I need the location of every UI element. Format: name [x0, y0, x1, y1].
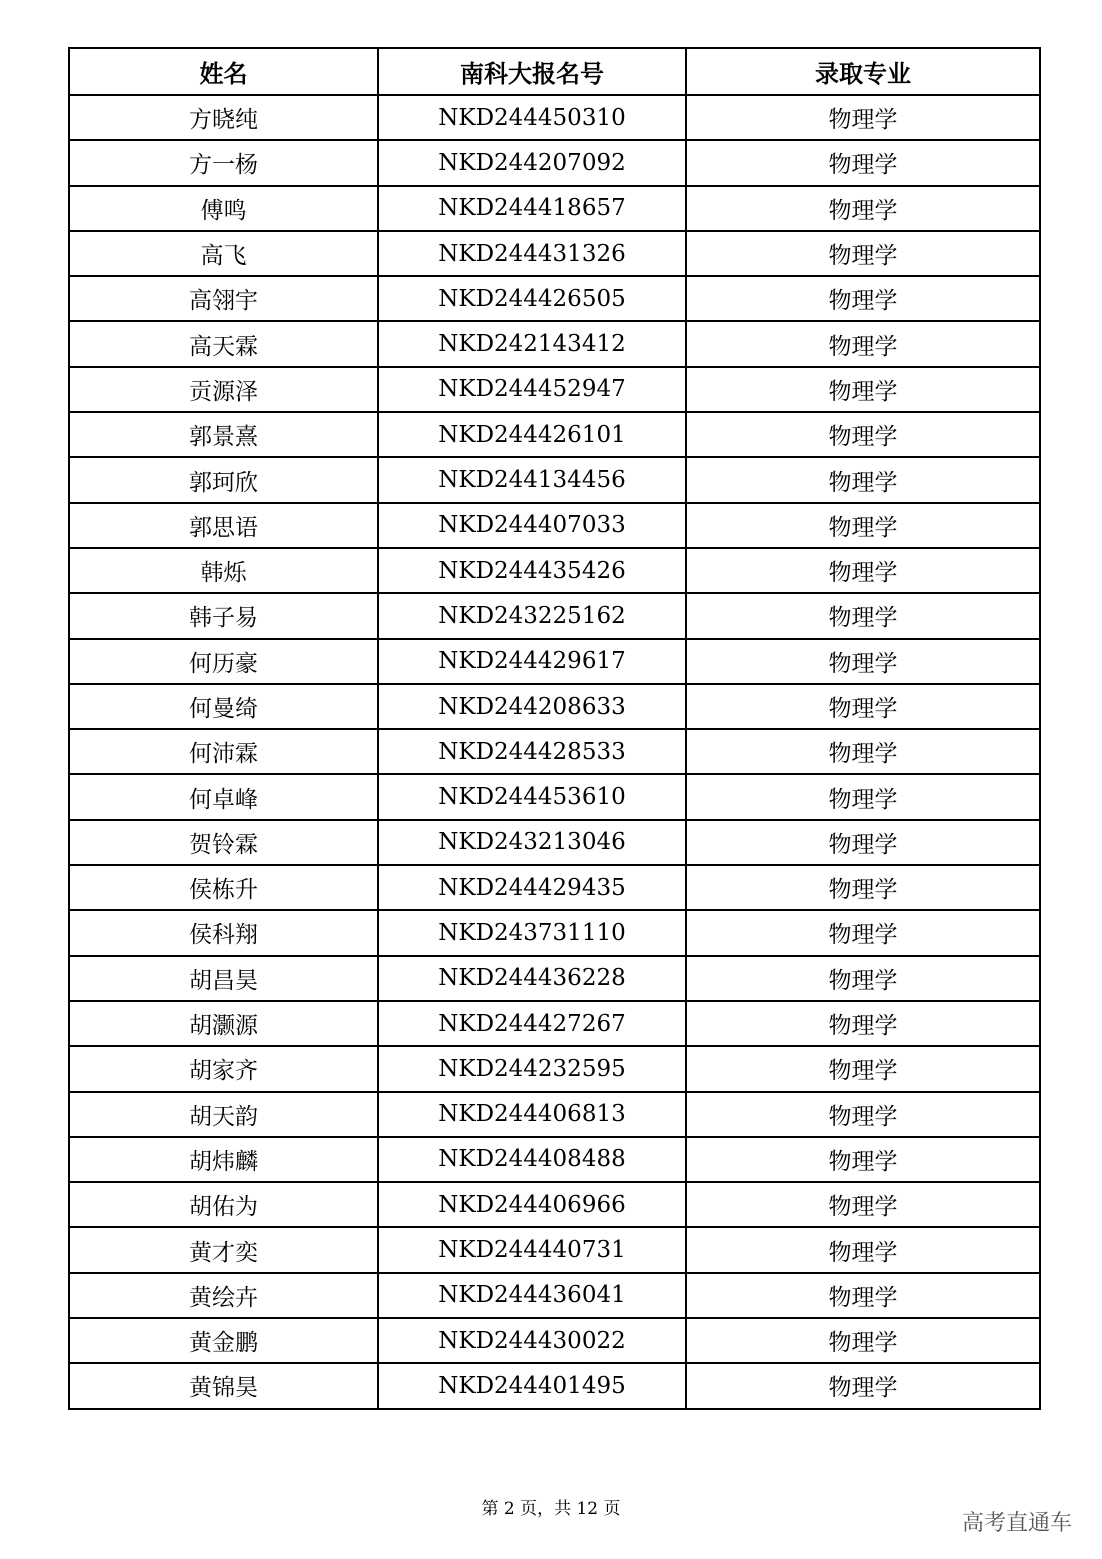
table-row	[69, 1363, 1040, 1408]
cell-registration-number: NKD244436228	[378, 956, 686, 1001]
cell-major: 物理学	[686, 593, 1040, 638]
cell-name: 胡炜麟	[69, 1137, 378, 1182]
cell-major: 物理学	[686, 910, 1040, 955]
cell-major: 物理学	[686, 774, 1040, 819]
table-row	[69, 1182, 1040, 1227]
cell-registration-number: NKD244429617	[378, 639, 686, 684]
table-row	[69, 412, 1040, 457]
table-row	[69, 503, 1040, 548]
cell-major: 物理学	[686, 639, 1040, 684]
page-footer: 第 2 页，共 12 页	[481, 1499, 621, 1519]
table-row	[69, 548, 1040, 593]
cell-major: 物理学	[686, 548, 1040, 593]
cell-name: 黄才奕	[69, 1227, 378, 1272]
table-row	[69, 1092, 1040, 1137]
cell-registration-number: NKD244431326	[378, 231, 686, 276]
cell-major: 物理学	[686, 457, 1040, 502]
table-row	[69, 1001, 1040, 1046]
cell-registration-number: NKD244435426	[378, 548, 686, 593]
cell-registration-number: NKD244430022	[378, 1318, 686, 1363]
cell-name: 郭思语	[69, 503, 378, 548]
cell-major: 物理学	[686, 1318, 1040, 1363]
cell-registration-number: NKD244427267	[378, 1001, 686, 1046]
cell-registration-number: NKD244440731	[378, 1227, 686, 1272]
cell-registration-number: NKD242143412	[378, 321, 686, 366]
cell-major: 物理学	[686, 231, 1040, 276]
cell-name: 何沛霖	[69, 729, 378, 774]
table-row	[69, 639, 1040, 684]
header-registration-number: 南科大报名号	[378, 48, 686, 95]
cell-name: 高飞	[69, 231, 378, 276]
cell-major: 物理学	[686, 186, 1040, 231]
table-row	[69, 231, 1040, 276]
cell-name: 高天霖	[69, 321, 378, 366]
table-row	[69, 186, 1040, 231]
cell-registration-number: NKD244406813	[378, 1092, 686, 1137]
cell-registration-number: NKD244426101	[378, 412, 686, 457]
cell-registration-number: NKD244452947	[378, 367, 686, 412]
table-row	[69, 1046, 1040, 1091]
cell-major: 物理学	[686, 1001, 1040, 1046]
admission-table	[68, 47, 1041, 1410]
cell-registration-number: NKD244436041	[378, 1273, 686, 1318]
table-row	[69, 1318, 1040, 1363]
table-header-row	[69, 48, 1040, 95]
table-row	[69, 1227, 1040, 1272]
cell-registration-number: NKD244429435	[378, 865, 686, 910]
cell-name: 傅鸣	[69, 186, 378, 231]
cell-name: 高翎宇	[69, 276, 378, 321]
cell-name: 韩子易	[69, 593, 378, 638]
table-body	[69, 95, 1040, 1409]
cell-registration-number: NKD244453610	[378, 774, 686, 819]
cell-name: 侯科翔	[69, 910, 378, 955]
cell-registration-number: NKD244232595	[378, 1046, 686, 1091]
cell-major: 物理学	[686, 1273, 1040, 1318]
table-row	[69, 956, 1040, 1001]
cell-major: 物理学	[686, 1227, 1040, 1272]
cell-major: 物理学	[686, 1363, 1040, 1408]
cell-name: 郭景熹	[69, 412, 378, 457]
cell-name: 方晓纯	[69, 95, 378, 140]
cell-name: 侯栋升	[69, 865, 378, 910]
cell-name: 何卓峰	[69, 774, 378, 819]
cell-registration-number: NKD244134456	[378, 457, 686, 502]
cell-name: 贺铃霖	[69, 820, 378, 865]
table-row	[69, 95, 1040, 140]
cell-name: 郭珂欣	[69, 457, 378, 502]
cell-registration-number: NKD244407033	[378, 503, 686, 548]
cell-name: 胡昌昊	[69, 956, 378, 1001]
cell-name: 胡家齐	[69, 1046, 378, 1091]
table-row	[69, 820, 1040, 865]
cell-major: 物理学	[686, 1092, 1040, 1137]
cell-major: 物理学	[686, 684, 1040, 729]
watermark: 高考直通车	[961, 1511, 1072, 1536]
cell-name: 方一杨	[69, 140, 378, 185]
cell-major: 物理学	[686, 1182, 1040, 1227]
table-row	[69, 1273, 1040, 1318]
table-row	[69, 276, 1040, 321]
cell-registration-number: NKD243213046	[378, 820, 686, 865]
header-admitted-major: 录取专业	[686, 48, 1040, 95]
cell-name: 黄金鹏	[69, 1318, 378, 1363]
table-row	[69, 865, 1040, 910]
cell-registration-number: NKD244207092	[378, 140, 686, 185]
cell-registration-number: NKD244406966	[378, 1182, 686, 1227]
cell-major: 物理学	[686, 276, 1040, 321]
cell-registration-number: NKD243225162	[378, 593, 686, 638]
cell-registration-number: NKD244418657	[378, 186, 686, 231]
table-row	[69, 774, 1040, 819]
cell-registration-number: NKD244408488	[378, 1137, 686, 1182]
cell-name: 何曼绮	[69, 684, 378, 729]
cell-name: 胡灏源	[69, 1001, 378, 1046]
cell-name: 黄锦昊	[69, 1363, 378, 1408]
cell-name: 何历豪	[69, 639, 378, 684]
table-row	[69, 910, 1040, 955]
cell-registration-number: NKD244208633	[378, 684, 686, 729]
cell-major: 物理学	[686, 140, 1040, 185]
cell-major: 物理学	[686, 1137, 1040, 1182]
table-row	[69, 684, 1040, 729]
table-row	[69, 729, 1040, 774]
cell-major: 物理学	[686, 865, 1040, 910]
cell-major: 物理学	[686, 1046, 1040, 1091]
cell-name: 胡佑为	[69, 1182, 378, 1227]
cell-major: 物理学	[686, 412, 1040, 457]
cell-registration-number: NKD244426505	[378, 276, 686, 321]
header-name: 姓名	[69, 48, 378, 95]
cell-name: 韩烁	[69, 548, 378, 593]
cell-major: 物理学	[686, 820, 1040, 865]
table-row	[69, 321, 1040, 366]
cell-major: 物理学	[686, 956, 1040, 1001]
cell-major: 物理学	[686, 729, 1040, 774]
cell-name: 贡源泽	[69, 367, 378, 412]
cell-registration-number: NKD243731110	[378, 910, 686, 955]
cell-registration-number: NKD244428533	[378, 729, 686, 774]
cell-major: 物理学	[686, 95, 1040, 140]
cell-major: 物理学	[686, 503, 1040, 548]
cell-major: 物理学	[686, 321, 1040, 366]
cell-name: 胡天韵	[69, 1092, 378, 1137]
cell-major: 物理学	[686, 367, 1040, 412]
table-row	[69, 593, 1040, 638]
cell-name: 黄绘卉	[69, 1273, 378, 1318]
table-row	[69, 457, 1040, 502]
table-row	[69, 140, 1040, 185]
table-row	[69, 367, 1040, 412]
cell-registration-number: NKD244401495	[378, 1363, 686, 1408]
table-row	[69, 1137, 1040, 1182]
cell-registration-number: NKD244450310	[378, 95, 686, 140]
